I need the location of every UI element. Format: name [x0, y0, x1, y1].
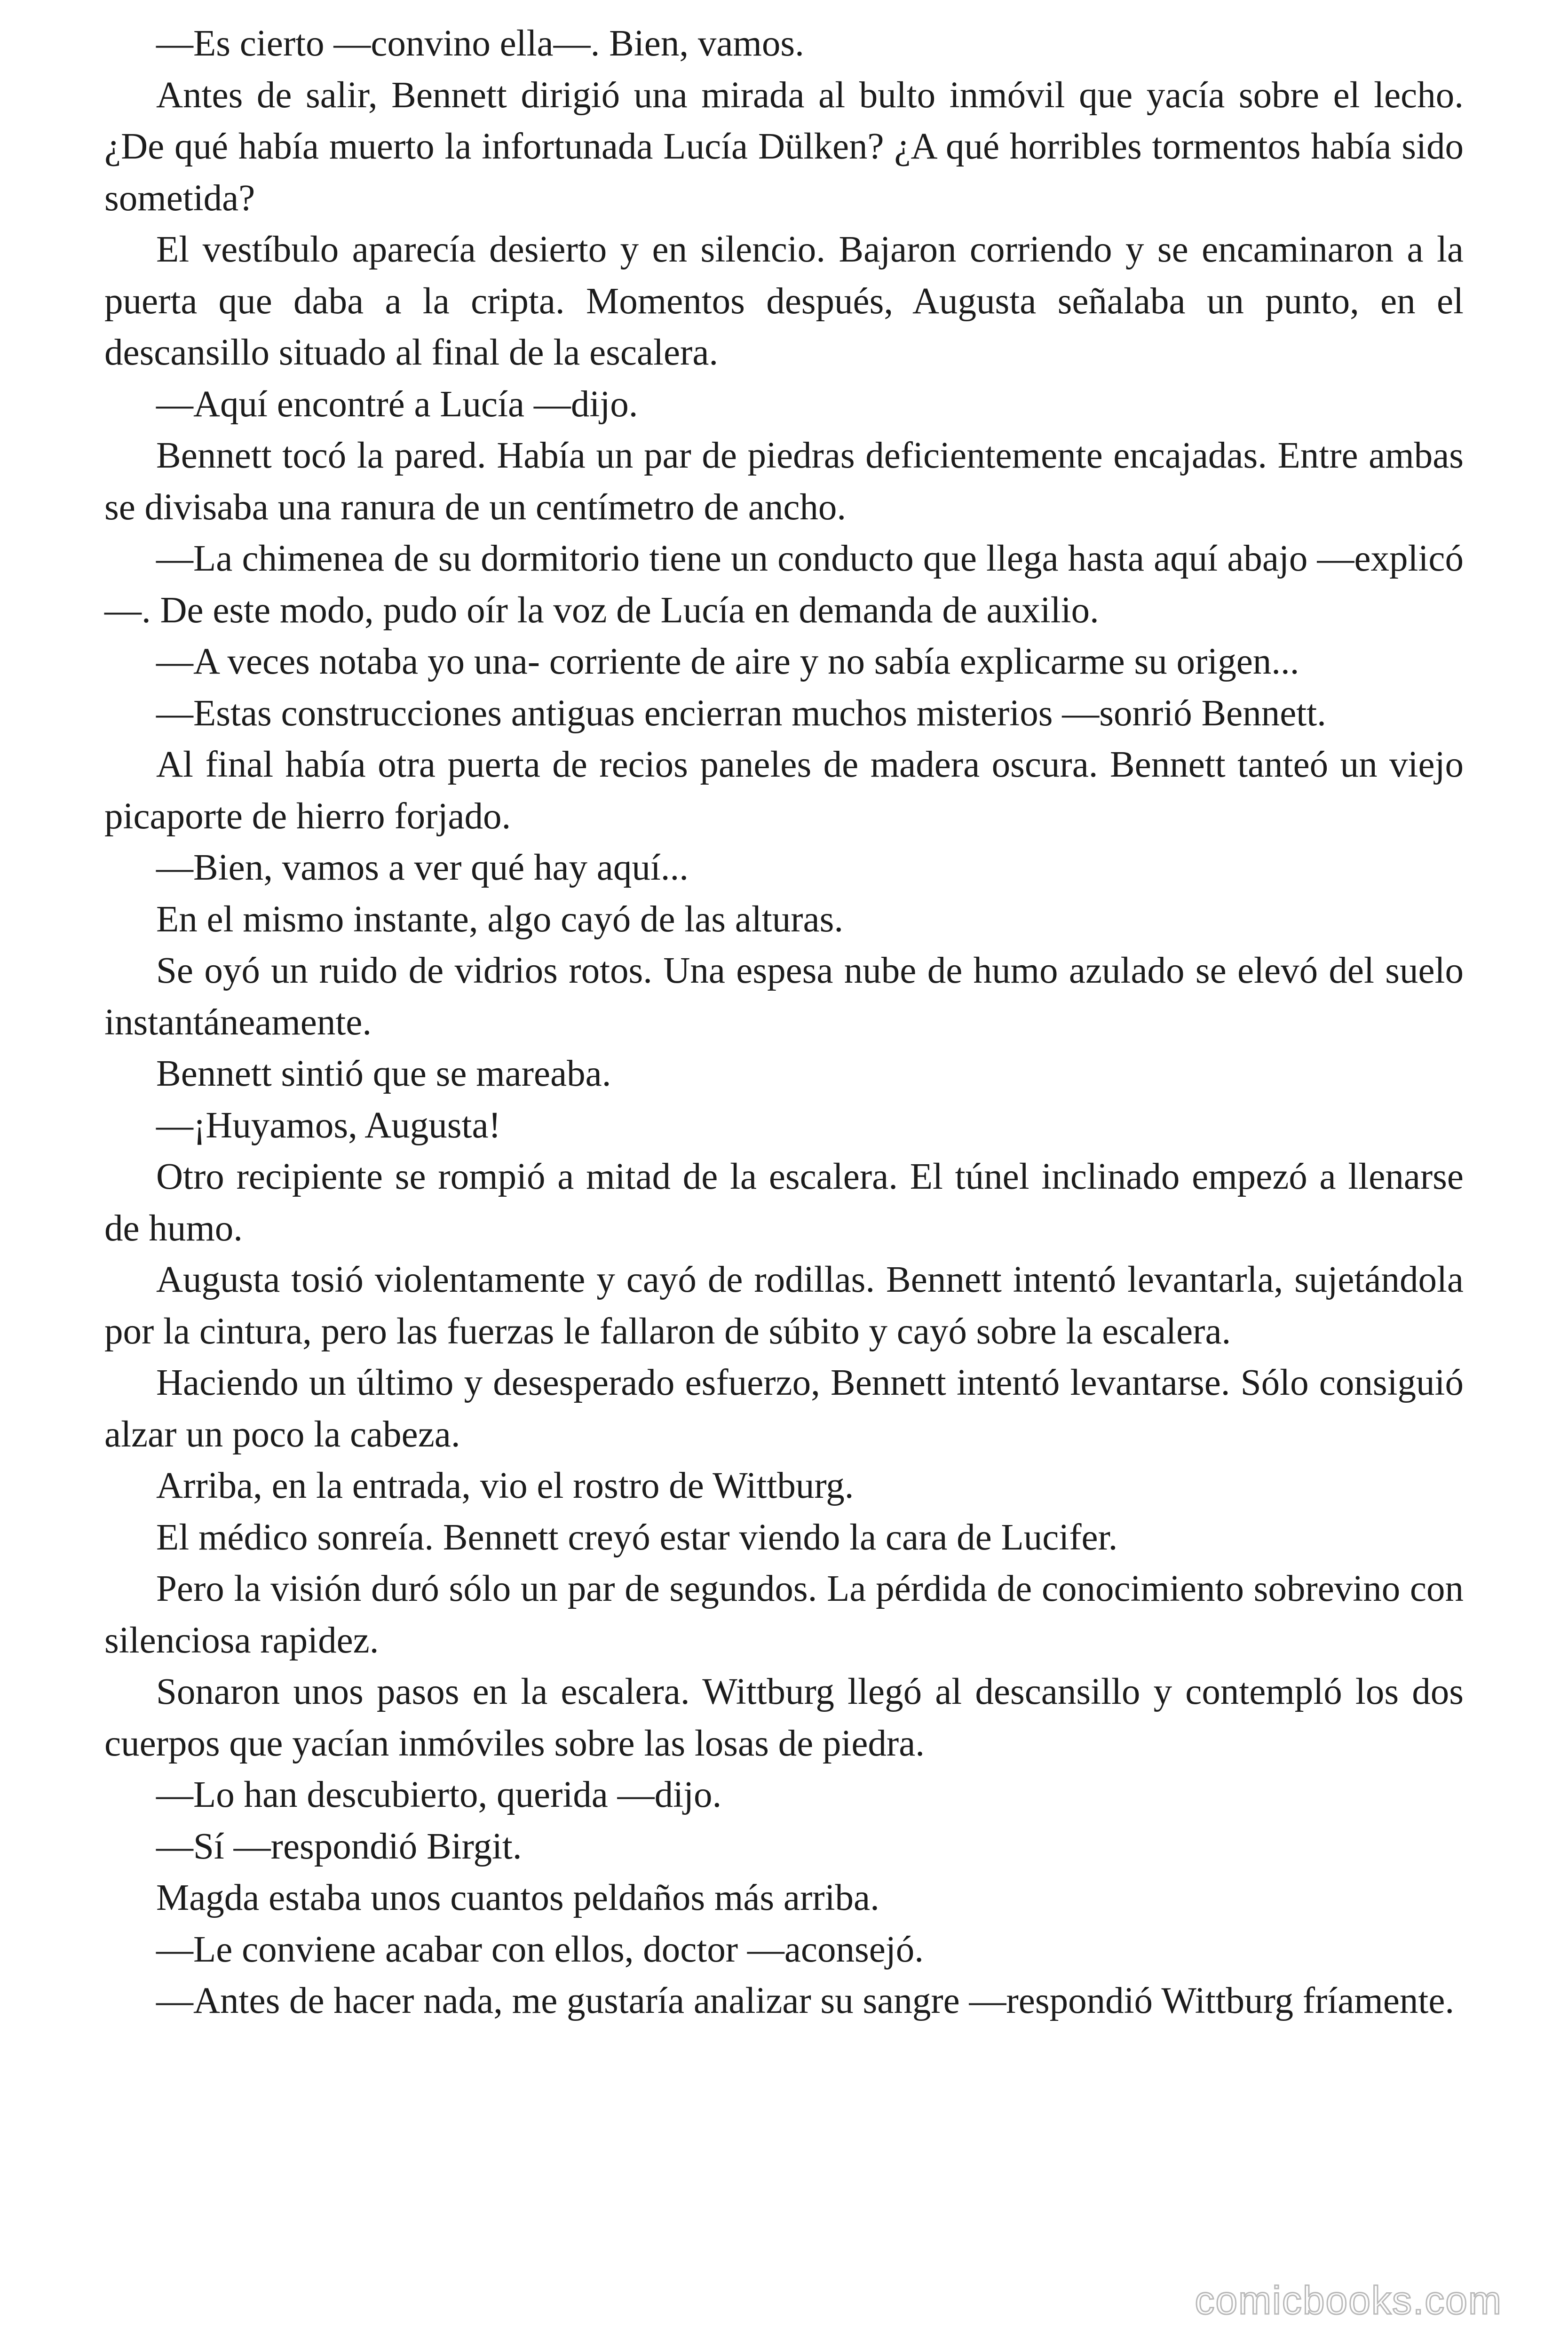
paragraph: Se oyó un ruido de vidrios rotos. Una espesa nube de humo azulado se elevó del suelo instantáneamente. — [104, 950, 1464, 1043]
paragraph: Al final había otra puerta de recios paneles de madera oscura. Bennett tanteó un viejo picaporte de hierro forjado. — [104, 744, 1464, 837]
paragraph: Bennett sintió que se mareaba. — [156, 1053, 611, 1094]
paragraph: —Le conviene acabar con ellos, doctor —aconsejó. — [156, 1929, 924, 1970]
paragraph: En el mismo instante, algo cayó de las alturas. — [156, 898, 844, 940]
watermark: comicbooks.com — [1195, 2278, 1502, 2322]
paragraph: —Aquí encontré a Lucía —dijo. — [156, 383, 638, 425]
page-text — [104, 18, 1464, 2027]
paragraph: Sonaron unos pasos en la escalera. Wittburg llegó al descansillo y contempló los dos cuerpos que yacían inmóviles sobre las losas de piedra. — [104, 1671, 1464, 1764]
paragraph: —Es cierto —convino ella—. Bien, vamos. — [156, 23, 804, 64]
paragraph: Arriba, en la entrada, vio el rostro de Wittburg. — [156, 1465, 854, 1506]
paragraph: El médico sonreía. Bennett creyó estar viendo la cara de Lucifer. — [156, 1517, 1118, 1558]
paragraph: —La chimenea de su dormitorio tiene un conducto que llega hasta aquí abajo —explicó—. De este modo, pudo oír la voz de Lucía en demanda de auxilio. — [104, 538, 1464, 631]
paragraph: Pero la visión duró sólo un par de segundos. La pérdida de conocimiento sobrevino con silenciosa rapidez. — [104, 1568, 1464, 1661]
paragraph: Haciendo un último y desesperado esfuerzo, Bennett intentó levantarse. Sólo consiguió alzar un poco la cabeza. — [104, 1362, 1464, 1455]
paragraph: —A veces notaba yo una- corriente de aire y no sabía explicarme su origen... — [156, 641, 1299, 682]
paragraph: —Sí —respondió Birgit. — [156, 1826, 522, 1867]
paragraph: —¡Huyamos, Augusta! — [156, 1104, 501, 1146]
paragraph: Antes de salir, Bennett dirigió una mirada al bulto inmóvil que yacía sobre el lecho. ¿De qué había muerto la infortunada Lucía Dülken? ¿A qué horribles tormentos había sido sometida? — [104, 74, 1464, 219]
paragraph: Otro recipiente se rompió a mitad de la escalera. El túnel inclinado empezó a llenarse de humo. — [104, 1156, 1464, 1249]
paragraph: El vestíbulo aparecía desierto y en silencio. Bajaron corriendo y se encaminaron a la puerta que daba a la cripta. Momentos después, Augusta señalaba un punto, en el descansillo situado al final de la escalera. — [104, 229, 1464, 373]
paragraph: —Lo han descubierto, querida —dijo. — [156, 1774, 722, 1815]
paragraph: Bennett tocó la pared. Había un par de piedras deficientemente encajadas. Entre ambas se divisaba una ranura de un centímetro de ancho. — [104, 435, 1464, 528]
paragraph: —Bien, vamos a ver qué hay aquí... — [156, 847, 689, 888]
paragraph: —Estas construcciones antiguas encierran muchos misterios —sonrió Bennett. — [156, 692, 1326, 734]
paragraph: Augusta tosió violentamente y cayó de rodillas. Bennett intentó levantarla, sujetándola por la cintura, pero las fuerzas le fallaron de súbito y cayó sobre la escalera. — [104, 1259, 1464, 1352]
paragraph: Magda estaba unos cuantos peldaños más arriba. — [156, 1877, 879, 1918]
paragraph: —Antes de hacer nada, me gustaría analizar su sangre —respondió Wittburg fríamente. — [156, 1980, 1455, 2021]
